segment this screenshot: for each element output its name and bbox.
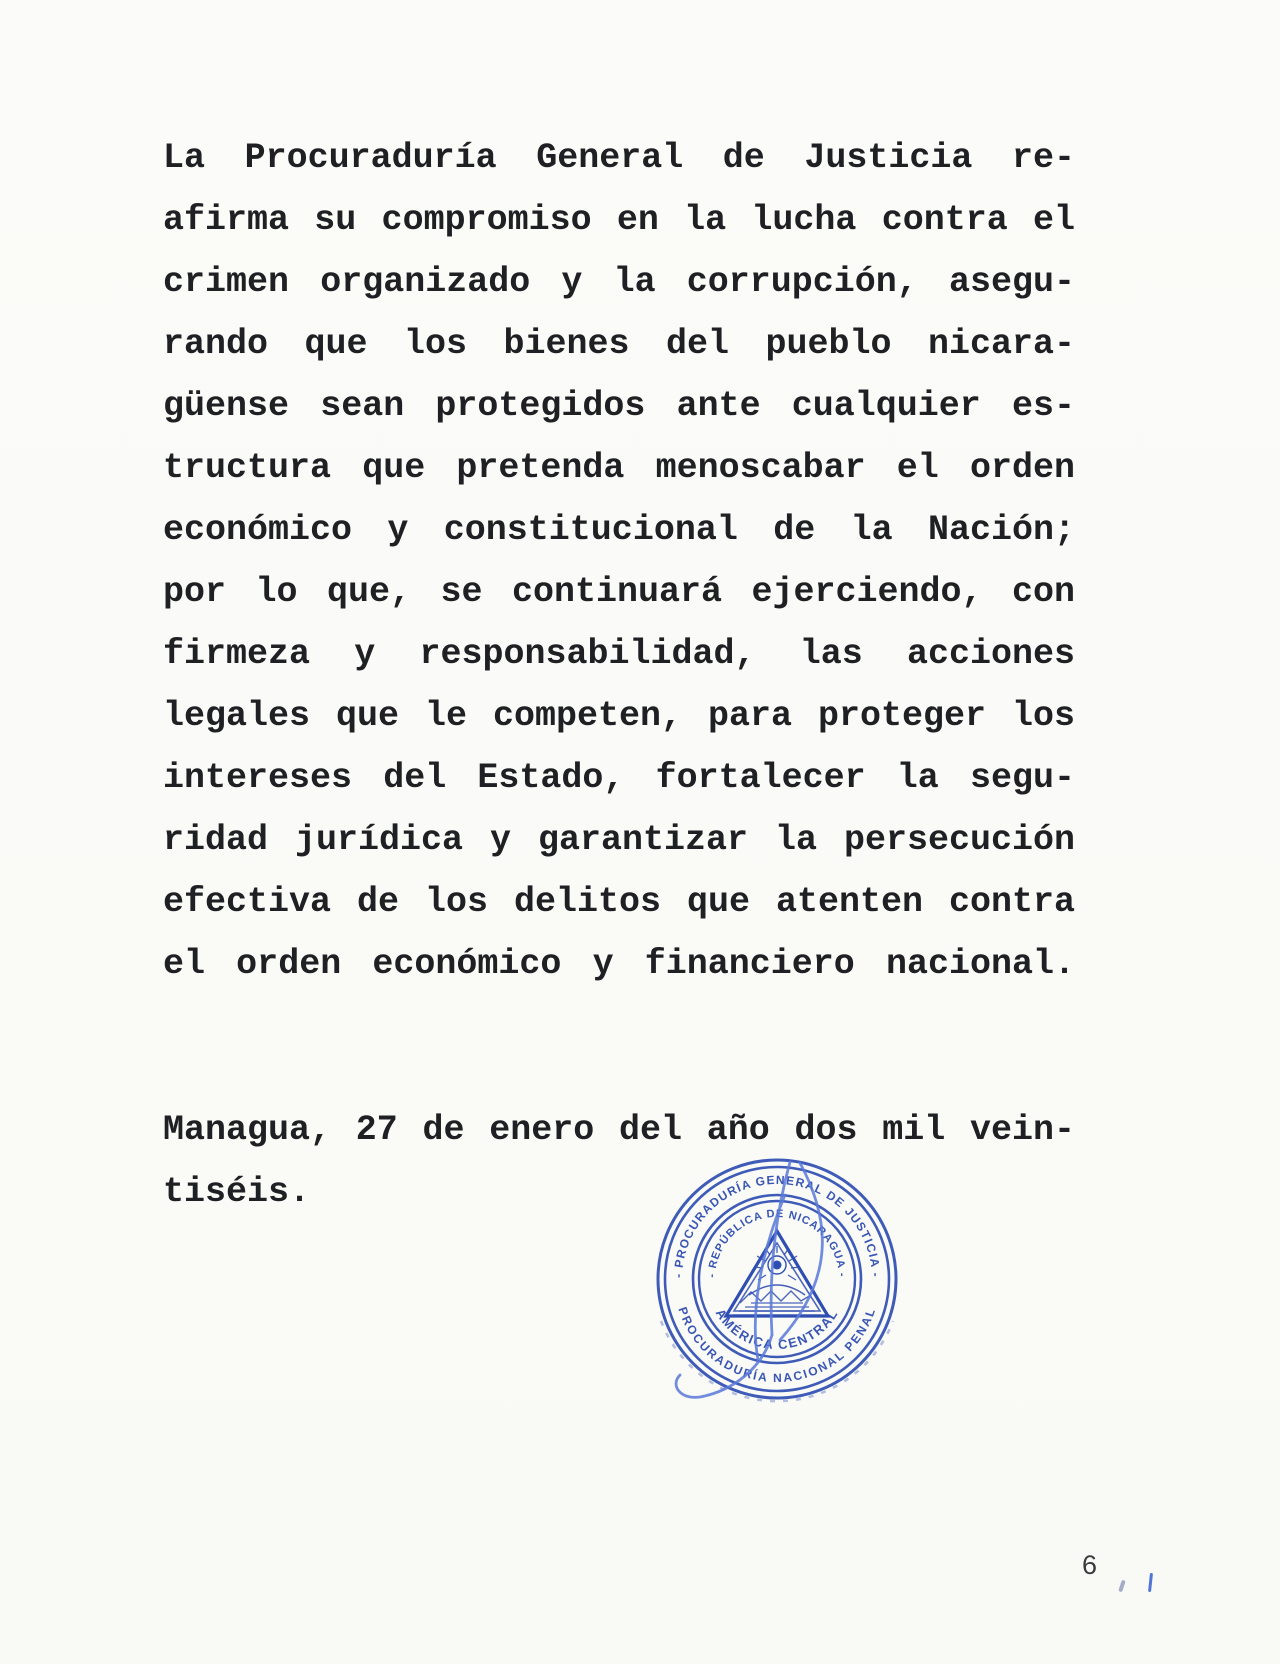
- document-line: afirma su compromiso en la lucha contra el: [163, 200, 1075, 240]
- document-line: rando que los bienes del pueblo nicara-: [163, 324, 1075, 364]
- document-line: tructura que pretenda menoscabar el orden: [163, 448, 1075, 488]
- stray-pen-mark-small: [1118, 1580, 1126, 1593]
- document-line: intereses del Estado, fortalecer la segu-: [163, 758, 1075, 798]
- document-line: La Procuraduría General de Justicia re-: [163, 138, 1075, 178]
- stamp-graphic: [610, 1135, 920, 1425]
- stamp-outer-ring-top-text: - PROCURADURÍA GENERAL DE JUSTICIA -: [670, 1172, 884, 1279]
- document-line: económico y constitucional de la Nación;: [163, 510, 1075, 550]
- notary-stamp-seal: [610, 1135, 920, 1425]
- stamp-inner-ring-top-text: - REPÚBLICA DE NICARAGUA -: [705, 1207, 849, 1278]
- document-line: el orden económico y financiero nacional.: [163, 944, 1075, 984]
- dateline-line: tiséis.: [163, 1172, 311, 1212]
- document-line: güense sean protegidos ante cualquier es-: [163, 386, 1075, 426]
- document-text-block: [163, 127, 1075, 1223]
- document-line: efectiva de los delitos que atenten contra: [163, 882, 1075, 922]
- nicaragua-coat-of-arms-triangle: [726, 1231, 828, 1316]
- document-line: crimen organizado y la corrupción, asegu-: [163, 262, 1075, 302]
- stray-pen-mark-blue: [1148, 1573, 1153, 1592]
- document-line: ridad jurídica y garantizar la persecución: [163, 820, 1075, 860]
- dateline-line: Managua, 27 de enero del año dos mil vein-: [163, 1110, 1075, 1150]
- document-line: firmeza y responsabilidad, las acciones: [163, 634, 1075, 674]
- document-line: por lo que, se continuará ejerciendo, con: [163, 572, 1075, 612]
- emblem-water: [733, 1303, 821, 1315]
- svg-text:AMÉRICA CENTRAL: [713, 1306, 841, 1352]
- stamp-outer-ring-bottom-text: PROCURADURÍA NACIONAL PENAL: [675, 1305, 879, 1386]
- document-line: legales que le competen, para proteger los: [163, 696, 1075, 736]
- page-number: 6: [1082, 1550, 1098, 1580]
- stamp-inner-ring-bottom-text: AMÉRICA CENTRAL: [712, 1305, 842, 1353]
